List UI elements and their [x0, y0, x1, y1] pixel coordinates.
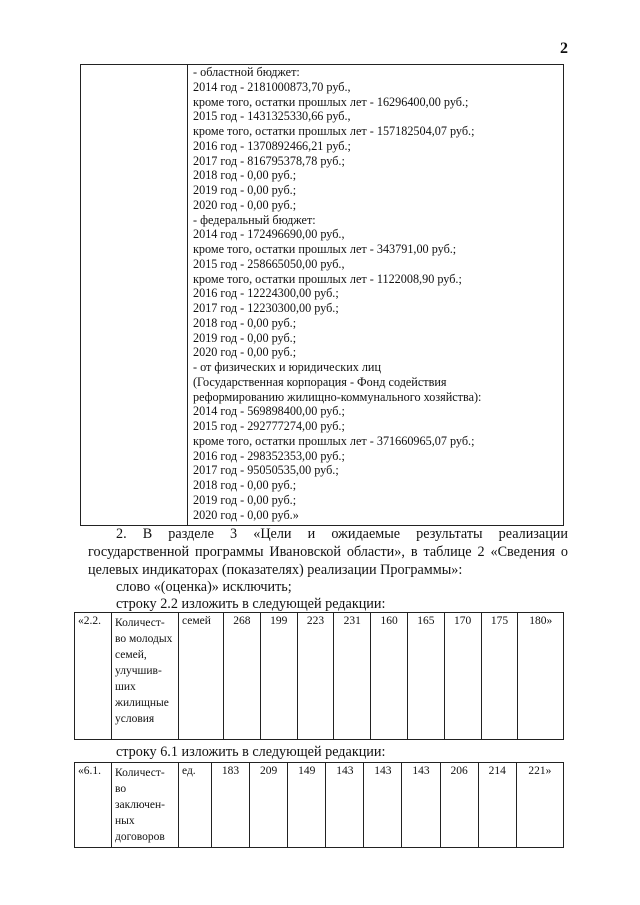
- value-cell: 175: [481, 613, 518, 740]
- indicator-name: Количест-во молодых семей, улучшив-ших жилищные условия: [112, 613, 179, 740]
- value-cell: 221»: [516, 763, 563, 848]
- unit: семей: [179, 613, 224, 740]
- indicator-name: Количест-во заключен-ных договоров: [112, 763, 179, 848]
- value-cell: 231: [334, 613, 371, 740]
- value-cell: 206: [440, 763, 478, 848]
- value-cell: 149: [288, 763, 326, 848]
- budget-line: 2018 год - 0,00 руб.;: [193, 478, 297, 492]
- unit: ед.: [179, 763, 212, 848]
- column-divider: [187, 65, 188, 525]
- table-row-2-2: [74, 612, 564, 740]
- line-row-61-intro: строку 6.1 изложить в следующей редакции:: [116, 744, 386, 760]
- value-cell: 268: [224, 613, 261, 740]
- budget-line: 2015 год - 292777274,00 руб.;: [193, 419, 345, 433]
- budget-line: 2016 год - 298352353,00 руб.;: [193, 448, 345, 463]
- budget-line: 2020 год - 0,00 руб.;: [193, 197, 297, 212]
- budget-line: кроме того, остатки прошлых лет - 157182504,07 руб.;: [193, 124, 475, 138]
- budget-line: 2014 год - 172496690,00 руб.,: [193, 227, 345, 242]
- budget-line: кроме того, остатки прошлых лет - 1122008,90 руб.;: [193, 271, 462, 286]
- budget-line: - областной бюджет:: [193, 65, 300, 79]
- budget-line: - федеральный бюджет:: [193, 212, 316, 227]
- budget-line: 2016 год - 12224300,00 руб.;: [193, 286, 339, 301]
- value-cell: 143: [326, 763, 364, 848]
- page-number: 2: [560, 40, 568, 57]
- budget-line: 2015 год - 1431325330,66 руб.,: [193, 109, 351, 124]
- budget-line: реформированию жилищно-коммунального хозяйства):: [193, 389, 482, 404]
- budget-line: 2017 год - 95050535,00 руб.;: [193, 463, 339, 478]
- budget-line: 2020 год - 0,00 руб.;: [193, 345, 297, 360]
- line-row-22-intro: строку 2.2 изложить в следующей редакции:: [116, 596, 386, 612]
- value-cell: 209: [250, 763, 288, 848]
- row-number: «2.2.: [75, 613, 112, 740]
- budget-line: 2018 год - 0,00 руб.;: [193, 315, 297, 330]
- row-number: «6.1.: [75, 763, 112, 848]
- table-row-6-1: [74, 762, 564, 848]
- budget-line: 2015 год - 258665050,00 руб.,: [193, 256, 345, 271]
- funding-table: [80, 64, 564, 526]
- budget-line: (Государственная корпорация - Фонд содействия: [193, 374, 447, 389]
- budget-line: 2019 год - 0,00 руб.;: [193, 330, 297, 345]
- budget-line: 2019 год - 0,00 руб.;: [193, 183, 297, 197]
- budget-line: 2017 год - 12230300,00 руб.;: [193, 301, 339, 315]
- paragraph-2: 2. В разделе 3 «Цели и ожидаемые результаты реализации государственной программы Ивановской области», в таблице 2 «Сведения о целевых индикаторах (показателях) реализации Программы»:: [88, 526, 568, 578]
- budget-line: 2014 год - 569898400,00 руб.;: [193, 404, 345, 419]
- budget-line: - от физических и юридических лиц: [193, 360, 381, 374]
- budget-line: 2020 год - 0,00 руб.»: [193, 507, 299, 522]
- budget-line: кроме того, остатки прошлых лет - 371660965,07 руб.;: [193, 433, 475, 448]
- value-cell: 165: [407, 613, 444, 740]
- budget-line: кроме того, остатки прошлых лет - 343791,00 руб.;: [193, 242, 457, 256]
- budget-lines: [193, 65, 561, 522]
- value-cell: 160: [371, 613, 408, 740]
- budget-line: 2019 год - 0,00 руб.;: [193, 492, 297, 507]
- budget-line: 2017 год - 816795378,78 руб.;: [193, 153, 345, 168]
- value-cell: 180»: [518, 613, 564, 740]
- value-cell: 223: [297, 613, 334, 740]
- value-cell: 214: [478, 763, 516, 848]
- value-cell: 183: [212, 763, 250, 848]
- budget-line: 2018 год - 0,00 руб.;: [193, 168, 297, 183]
- budget-line: кроме того, остатки прошлых лет - 16296400,00 руб.;: [193, 94, 469, 109]
- value-cell: 143: [402, 763, 440, 848]
- budget-line: 2014 год - 2181000873,70 руб.,: [193, 79, 351, 94]
- budget-line: 2016 год - 1370892466,21 руб.;: [193, 138, 351, 153]
- value-cell: 199: [260, 613, 297, 740]
- value-cell: 170: [444, 613, 481, 740]
- line-word-exclude: слово «(оценка)» исключить;: [116, 579, 292, 595]
- value-cell: 143: [364, 763, 402, 848]
